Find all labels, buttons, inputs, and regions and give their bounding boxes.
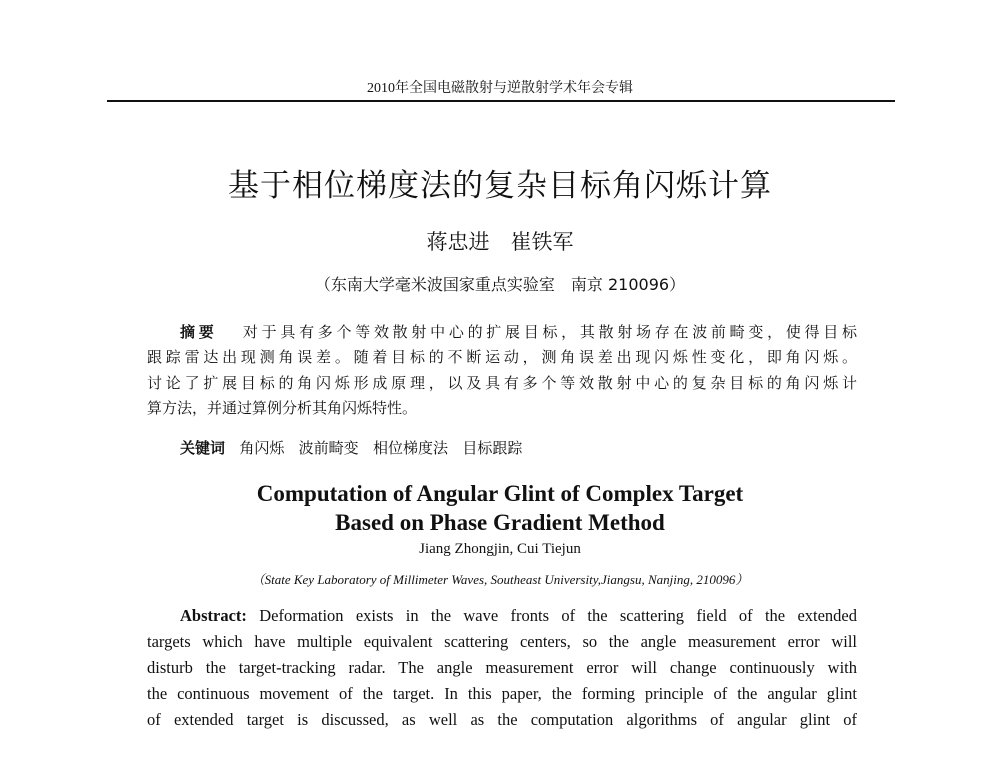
keyword: 波前畸变 (298, 439, 359, 457)
abstract-cn-line: 讨论了扩展目标的角闪烁形成原理，以及具有多个等效散射中心的复杂目标的角闪烁计 (147, 374, 857, 392)
keyword: 相位梯度法 (372, 439, 448, 457)
keywords-label: 关键词 (180, 439, 226, 457)
abstract-en-label: Abstract: (180, 606, 247, 625)
paper-title-en-line1: Computation of Angular Glint of Complex Target (256, 481, 744, 506)
abstract-cn-line: 跟踪雷达出现测角误差。随着目标的不断运动，测角误差出现闪烁性变化，即角闪烁。 (147, 348, 857, 366)
keyword: 目标跟踪 (462, 439, 523, 457)
paper-title-cn: 基于相位梯度法的复杂目标角闪烁计算 (228, 168, 772, 204)
running-header: 2010年全国电磁散射与逆散射学术年会专辑 (367, 81, 633, 96)
abstract-cn-label: 摘要 (180, 323, 218, 341)
authors-en: Jiang Zhongjin, Cui Tiejun (419, 541, 581, 557)
abstract-cn-line: 算方法，并通过算例分析其角闪烁特性。 (147, 399, 418, 417)
abstract-cn-line: 摘要 对于具有多个等效散射中心的扩展目标，其散射场存在波前畸变，使得目标 (180, 323, 857, 341)
header-rule (107, 100, 895, 102)
paper-title-en-line2: Based on Phase Gradient Method (335, 510, 665, 535)
abstract-en-line: targets which have multiple equivalent scattering centers, so the angle measurement error will (147, 632, 857, 651)
abstract-en-line: Abstract: Deformation exists in the wave fronts of the scattering field of the extended (180, 606, 857, 625)
keywords-cn (180, 437, 522, 458)
abstract-en-line: the continuous movement of the target. In this paper, the forming principle of the angular glint (147, 684, 857, 703)
keyword: 角闪烁 (239, 439, 285, 457)
abstract-en-line: disturb the target-tracking radar. The angle measurement error will change continuously with (147, 658, 857, 677)
authors-cn: 蒋忠进 崔铁军 (426, 230, 574, 254)
affiliation-en: （State Key Laboratory of Millimeter Waves, Southeast University,Jiangsu, Nanjing, 210096） (251, 572, 749, 587)
affiliation-cn: （东南大学毫米波国家重点实验室 南京 210096） (314, 275, 686, 294)
abstract-en-line: of extended target is discussed, as well as the computation algorithms of angular glint of (147, 710, 857, 729)
